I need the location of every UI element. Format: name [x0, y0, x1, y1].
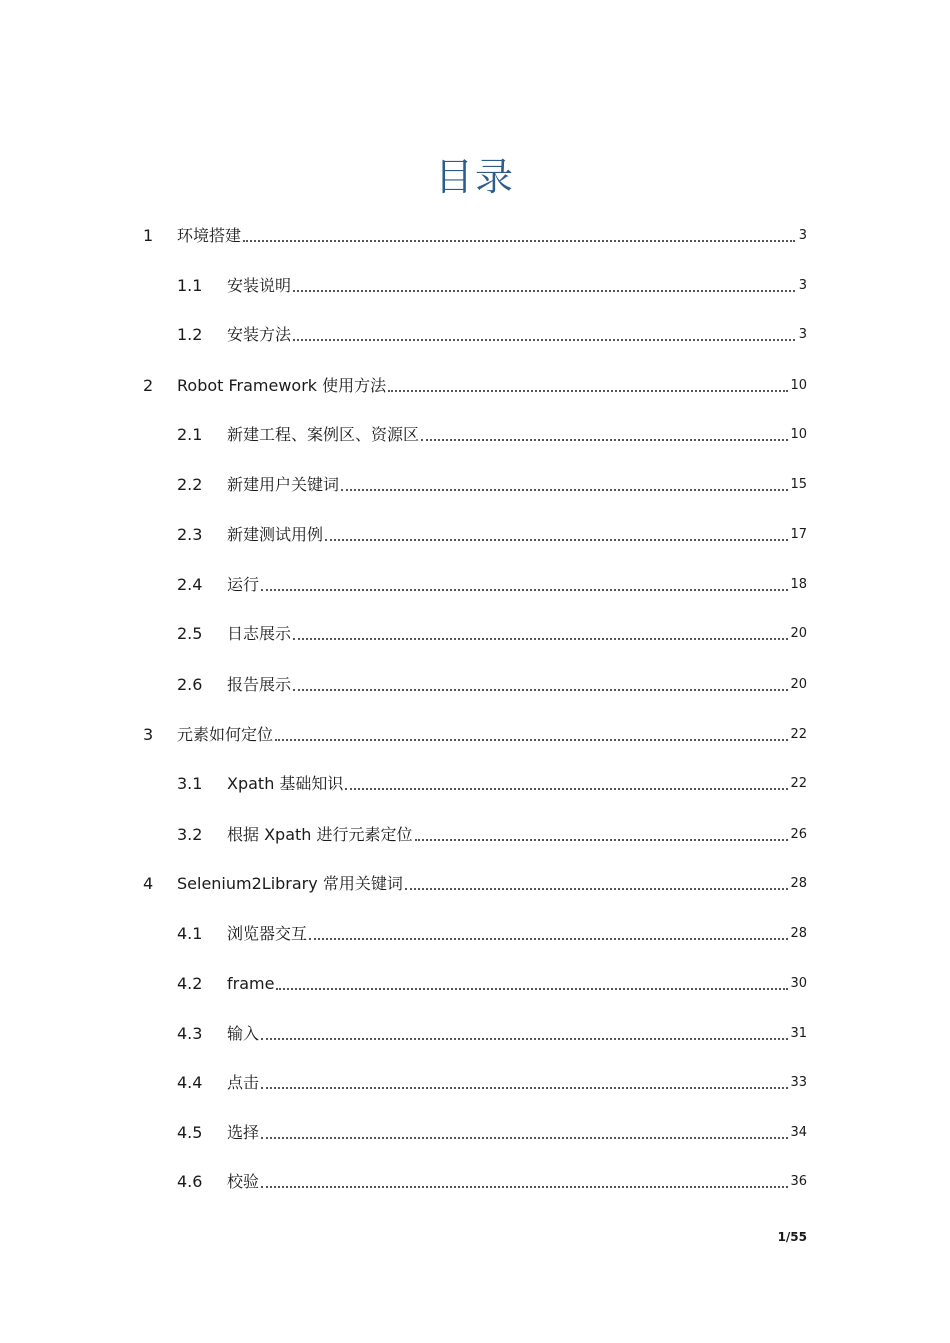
- toc-dot-leader: [388, 390, 788, 392]
- toc-entry[interactable]: [177, 471, 807, 495]
- toc-entry-page: 15: [790, 477, 807, 492]
- toc-entry-number: 2.3: [177, 525, 203, 544]
- toc-entry-title: 新建工程、案例区、资源区: [227, 425, 420, 444]
- toc-entry[interactable]: [177, 1069, 807, 1093]
- toc-entry-page: 28: [790, 926, 807, 941]
- toc-entry-number: 4.3: [177, 1024, 203, 1043]
- toc-entry-page: 28: [790, 876, 807, 891]
- toc-dot-leader: [276, 988, 788, 990]
- toc-entry-page: 18: [790, 577, 807, 592]
- toc-entry-number: 2.6: [177, 675, 203, 694]
- toc-entry-title: 新建测试用例: [227, 525, 324, 544]
- toc-entry[interactable]: [177, 920, 807, 944]
- toc-entry[interactable]: [143, 870, 807, 894]
- toc-entry-title: 安装方法: [227, 325, 292, 344]
- toc-entry[interactable]: [177, 770, 807, 794]
- toc-entry-title: Xpath 基础知识: [227, 774, 344, 793]
- toc-entry[interactable]: [177, 821, 807, 845]
- toc-entry-number: 3.1: [177, 774, 203, 793]
- toc-entry-page: 20: [790, 626, 807, 641]
- toc-entry[interactable]: [177, 521, 807, 545]
- toc-entry-page: 36: [790, 1174, 807, 1189]
- toc-dot-leader: [293, 638, 788, 640]
- toc-dot-leader: [293, 290, 795, 292]
- toc-dot-leader: [261, 1137, 788, 1139]
- toc-entry-title: 点击: [227, 1073, 260, 1092]
- toc-entry-number: 3: [143, 725, 154, 744]
- toc-entry-title: frame: [227, 974, 275, 993]
- toc-entry-page: 30: [790, 976, 807, 991]
- toc-entry[interactable]: [177, 671, 807, 695]
- toc-entry-page: 3: [798, 278, 807, 293]
- toc-entry-number: 4.2: [177, 974, 203, 993]
- toc-dot-leader: [261, 1186, 788, 1188]
- toc-entry-number: 1: [143, 226, 154, 245]
- toc-entry-number: 4.5: [177, 1123, 203, 1142]
- toc-entry[interactable]: [177, 421, 807, 445]
- toc-entry-number: 2.2: [177, 475, 203, 494]
- toc-entry-number: 2.1: [177, 425, 203, 444]
- toc-entry-title: 新建用户关键词: [227, 475, 340, 494]
- toc-entry-page: 26: [790, 827, 807, 842]
- toc-entry-number: 2.4: [177, 575, 203, 594]
- toc-entry-number: 3.2: [177, 825, 203, 844]
- toc-entry-page: 34: [790, 1125, 807, 1140]
- toc-entry-page: 3: [798, 228, 807, 243]
- toc-dot-leader: [421, 439, 788, 441]
- toc-entry-title: 选择: [227, 1123, 260, 1142]
- toc-dot-leader: [415, 839, 789, 841]
- toc-entry[interactable]: [143, 721, 807, 745]
- toc-dot-leader: [275, 739, 788, 741]
- toc-entry-page: 31: [790, 1026, 807, 1041]
- page-number-footer: 1/55: [777, 1230, 807, 1244]
- toc-entry-title: Robot Framework 使用方法: [177, 376, 387, 395]
- toc-entry[interactable]: [177, 1119, 807, 1143]
- toc-dot-leader: [261, 1038, 788, 1040]
- toc-entry-title: 输入: [227, 1024, 260, 1043]
- toc-entry-page: 3: [798, 327, 807, 342]
- toc-entry-page: 22: [790, 776, 807, 791]
- toc-entry-page: 10: [790, 378, 807, 393]
- toc-dot-leader: [309, 938, 788, 940]
- toc-entry[interactable]: [177, 620, 807, 644]
- toc-entry-number: 1.1: [177, 276, 203, 295]
- toc-entry-number: 4.1: [177, 924, 203, 943]
- toc-entry[interactable]: [177, 1168, 807, 1192]
- toc-dot-leader: [261, 1087, 788, 1089]
- toc-entry-title: 运行: [227, 575, 260, 594]
- toc-entry-title: 环境搭建: [177, 226, 242, 245]
- toc-entry-page: 22: [790, 727, 807, 742]
- toc-entry-title: 根据 Xpath 进行元素定位: [227, 825, 413, 844]
- toc-entry[interactable]: [177, 1020, 807, 1044]
- toc-entry-title: 报告展示: [227, 675, 292, 694]
- toc-entry[interactable]: [177, 272, 807, 296]
- toc-dot-leader: [325, 539, 788, 541]
- toc-dot-leader: [293, 689, 788, 691]
- toc-entry-title: 浏览器交互: [227, 924, 308, 943]
- toc-entry-number: 2.5: [177, 624, 203, 643]
- toc-dot-leader: [243, 240, 795, 242]
- toc-entry-number: 1.2: [177, 325, 203, 344]
- toc-entry-title: 校验: [227, 1172, 260, 1191]
- toc-entry-title: Selenium2Library 常用关键词: [177, 874, 403, 893]
- toc-entry-title: 安装说明: [227, 276, 292, 295]
- toc-dot-leader: [405, 888, 789, 890]
- toc-dot-leader: [345, 788, 788, 790]
- toc-entry[interactable]: [177, 571, 807, 595]
- toc-entry[interactable]: [177, 970, 807, 994]
- toc-entry-page: 33: [790, 1075, 807, 1090]
- toc-entry-title: 元素如何定位: [177, 725, 274, 744]
- toc-dot-leader: [341, 489, 788, 491]
- toc-entry-page: 20: [790, 677, 807, 692]
- toc-entry-title: 日志展示: [227, 624, 292, 643]
- toc-dot-leader: [261, 589, 788, 591]
- toc-entry[interactable]: [143, 222, 807, 246]
- toc-entry-number: 4.6: [177, 1172, 203, 1191]
- toc-dot-leader: [293, 339, 795, 341]
- toc-entry-page: 17: [790, 527, 807, 542]
- toc-entry-number: 2: [143, 376, 154, 395]
- toc-entry[interactable]: [143, 372, 807, 396]
- toc-entry-number: 4: [143, 874, 154, 893]
- toc-entry-number: 4.4: [177, 1073, 203, 1092]
- toc-title: 目录: [434, 155, 515, 199]
- toc-entry-page: 10: [790, 427, 807, 442]
- toc-entry[interactable]: [177, 321, 807, 345]
